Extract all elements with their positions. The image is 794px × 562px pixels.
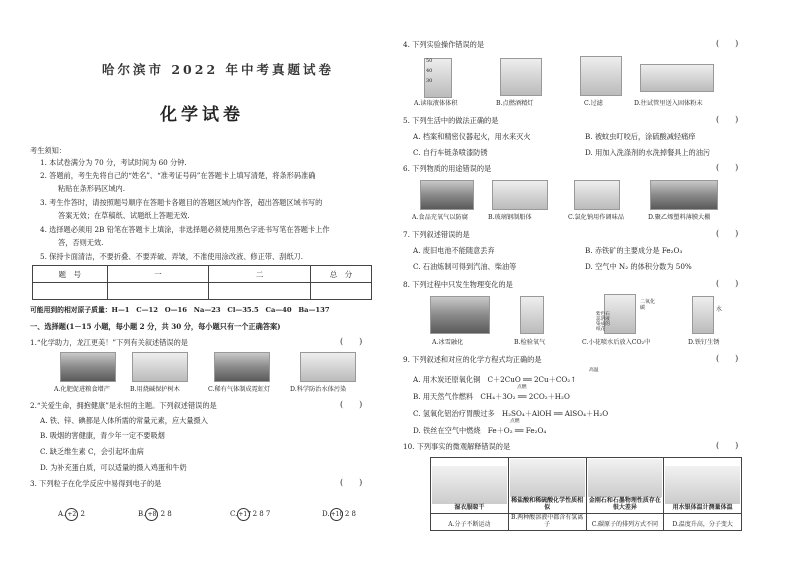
nail-tube-illustration xyxy=(692,296,714,334)
cylinder-tick: 50 xyxy=(426,58,433,64)
score-header: 题 号 xyxy=(33,266,108,283)
melting-ice-photo xyxy=(430,296,490,334)
water-photo xyxy=(300,352,356,382)
answer-paren: ( ) xyxy=(716,354,739,363)
notice-line: 2. 答题前，考生先将自己的“姓名”、“准考证号码”在答题卡上填写清楚，将条形码准确 xyxy=(40,171,316,180)
nucleus-icon: +2 xyxy=(65,508,78,521)
option-caption: B.用烧碱保护树木 xyxy=(130,386,180,393)
notice-line: 1. 本试卷满分为 70 分，考试时间为 60 分钟. xyxy=(40,158,187,167)
atom-diagram-a xyxy=(58,508,85,521)
question-6-stem: 6. 下列物质的用途错误的是 xyxy=(403,164,492,173)
water-label: 水 xyxy=(716,306,723,313)
explanation-cell xyxy=(664,513,742,530)
notice-line: 粘贴在条形码区域内. xyxy=(58,184,125,193)
score-cell xyxy=(310,283,371,300)
option-caption: C.稀有气体制成霓虹灯 xyxy=(208,386,271,393)
option-letter: B. xyxy=(138,510,146,518)
neon-photo xyxy=(214,352,270,382)
reaction-condition: 点燃 xyxy=(517,385,527,390)
question-5-stem: 5. 下列生活中的做法正确的是 xyxy=(403,116,499,125)
explanation-cell xyxy=(508,513,586,530)
section-heading: 一、选择题(1－15 小题，每小题 2 分，共 30 分，每小题只有一个正确答案) xyxy=(30,322,281,331)
option-caption: C.氯化钠用作调味品 xyxy=(568,214,624,221)
nucleus-icon: +8 xyxy=(145,508,158,521)
explanation-label: A.分子不断运动 xyxy=(448,520,491,528)
score-cell xyxy=(107,283,209,300)
notice-line: 答案无效；在草稿纸、试题纸上答题无效. xyxy=(58,211,190,220)
option-text: C. 缺乏维生素 C，会引起坏血病 xyxy=(40,447,144,456)
question-4-stem: 4. 下列实验操作错误的是 xyxy=(403,40,485,49)
option-text: C. 氢氧化铝治疗胃酸过多 H₂SO₄＋AlOH ══ AlSO₄＋H₂O xyxy=(413,409,609,418)
option-caption: A.冰雪融化 xyxy=(432,339,464,346)
diamond-graphite-illustration xyxy=(588,459,663,497)
tree-photo xyxy=(132,352,188,382)
option-text: D. 用加入洗涤剂的水洗掉餐具上的油污 xyxy=(585,148,711,157)
option-caption: D.科学防治水体污染 xyxy=(290,386,347,393)
fact-cell xyxy=(664,458,742,514)
option-caption: B.玻璃钢制船体 xyxy=(488,214,532,221)
score-header: 总 分 xyxy=(310,266,371,283)
exam-banner: 哈尔滨市 2022 年中考真题试卷 xyxy=(102,62,334,77)
answer-paren: ( ) xyxy=(716,279,739,288)
cylinder-tick: 30 xyxy=(426,78,433,84)
reaction-condition: 点燃 xyxy=(510,419,520,424)
question-2-stem: 2.“关爱生命，拥抱健康”是永恒的主题。下列叙述错误的是 xyxy=(30,401,217,410)
option-letter: A. xyxy=(58,510,66,518)
option-caption: D.聚乙烯塑料薄膜大棚 xyxy=(648,214,711,221)
option-text: C. 石油炼制可得到汽油、柴油等 xyxy=(413,262,517,271)
notice-line: 5. 保持卡面清洁，不要折叠、不要弄破、弄皱，不准使用涂改液、修正带、刮纸刀. xyxy=(40,252,303,261)
score-cell xyxy=(33,283,108,300)
greenhouse-photo xyxy=(650,180,718,210)
answer-paren: ( ) xyxy=(340,400,363,409)
question-7-stem: 7. 下列叙述错误的是 xyxy=(403,230,470,239)
gas-jar-illustration xyxy=(520,296,544,334)
option-caption: A.化肥促进粮食增产 xyxy=(54,386,110,393)
fact-label: 稀盐酸和稀硫酸化学性质相似 xyxy=(511,497,584,511)
atom-diagram-c xyxy=(230,508,270,521)
option-text: C. 自行车链条喷漆防锈 xyxy=(413,148,488,157)
fact-label: 金刚石和石墨物理性质存在很大差异 xyxy=(588,497,661,511)
subject-title: 化学试卷 xyxy=(160,105,244,125)
option-caption: B.检验氧气 xyxy=(514,339,546,346)
fact-cell xyxy=(508,458,586,514)
question-8-stem: 8. 下列过程中只发生物理变化的是 xyxy=(403,280,513,289)
fact-label: 用水银体温计测量体温 xyxy=(672,503,733,511)
option-text: A. 铁、锌、碘都是人体所需的常量元素，应大量摄入 xyxy=(40,416,208,425)
test-tube-illustration xyxy=(640,64,714,92)
score-table xyxy=(32,265,372,300)
option-letter: C. xyxy=(230,510,238,518)
nucleus-icon: +10 xyxy=(330,508,343,521)
option-text: B. 赤铁矿的主要成分是 Fe₂O₃ xyxy=(585,246,683,255)
score-cell xyxy=(209,283,311,300)
cylinder-tick: 40 xyxy=(426,68,433,74)
notice-line: 4. 选择题必须用 2B 铅笔在答题卡上填涂，非选择题必须使用黑色字迹书写笔在答题卡上作 xyxy=(40,225,330,234)
electron-shells: 2 xyxy=(80,510,85,518)
electron-shells: 2 8 xyxy=(344,510,356,518)
electron-shells: 2 8 7 xyxy=(252,510,271,518)
notice-title: 考生须知： xyxy=(30,146,66,155)
clothes-illustration xyxy=(432,466,507,504)
option-caption: C.小花喷水后放入CO₂中 xyxy=(582,339,651,346)
fact-label: 湿衣服晾干 xyxy=(454,503,485,511)
filtration-illustration xyxy=(580,56,622,96)
flower-label: 紫色石蕊溶液染成的纸花 xyxy=(596,312,610,333)
option-caption: B.点燃酒精灯 xyxy=(496,100,534,107)
thermometer-illustration xyxy=(665,466,740,504)
answer-paren: ( ) xyxy=(716,115,739,124)
food-package-photo xyxy=(420,180,474,210)
option-text: A. 档案和精密仪器起火，用水来灭火 xyxy=(413,132,531,141)
option-text: B. 用天然气作燃料 CH₄＋3O₂ ══ 2CO₂＋H₂O xyxy=(413,392,570,401)
atomic-masses: 可能用到的相对原子质量：H—1 C—12 O—16 Na—23 Cl—35.5 Ca—40 Ba—137 xyxy=(30,306,330,314)
answer-paren: ( ) xyxy=(340,337,363,346)
electron-shells: 2 8 xyxy=(160,510,172,518)
reaction-condition: 高温 xyxy=(589,368,599,373)
option-caption: C.过滤 xyxy=(584,100,603,107)
nucleus-icon: +17 xyxy=(237,508,250,521)
answer-paren: ( ) xyxy=(716,163,739,172)
option-caption: A.读取液体体积 xyxy=(414,100,458,107)
answer-paren: ( ) xyxy=(716,441,739,450)
question-9-stem: 9. 下列叙述和对应的化学方程式均正确的是 xyxy=(403,355,542,364)
explanation-label: B.两种酸溶液中都含有氢离子 xyxy=(510,513,584,528)
atom-diagram-b xyxy=(138,508,172,521)
fact-cell xyxy=(586,458,664,514)
explanation-label: D.温度升高，分子变大 xyxy=(672,520,733,528)
notice-line: 3. 考生作答时，请按照题号顺序在答题卡各题目的答题区域内作答，超出答题区域书写的 xyxy=(40,198,323,207)
q10-table xyxy=(430,457,742,531)
option-text: B. 被蚊虫叮咬后，涂硫酸减轻痛痒 xyxy=(585,132,696,141)
co2-label: 二氧化碳 xyxy=(640,299,656,311)
explanation-cell xyxy=(586,513,664,530)
option-text: A. 用木炭还原氧化铜 C＋2CuO ══ 2Cu＋CO₂↑ xyxy=(413,375,577,384)
option-text: B. 吸烟的害健康，青少年一定不要吸烟 xyxy=(40,431,165,440)
question-10-stem: 10. 下列事实的微观解释错误的是 xyxy=(403,442,511,451)
question-3-stem: 3. 下列粒子在化学反应中易得到电子的是 xyxy=(30,479,162,488)
farm-photo xyxy=(60,352,116,382)
answer-paren: ( ) xyxy=(340,478,363,487)
option-text: D. 为补充蛋白质，可以适量的摄入鸡蛋和牛奶 xyxy=(40,463,187,472)
answer-paren: ( ) xyxy=(716,39,739,48)
option-text: A. 废旧电池不能随意丢弃 xyxy=(413,246,495,255)
option-caption: D.铁钉生锈 xyxy=(688,339,720,346)
acid-illustration xyxy=(510,459,585,497)
option-caption: D.往试管里送入固体粉末 xyxy=(634,100,703,107)
question-1-stem: 1.“化学助力，龙江更美！”下列有关叙述错误的是 xyxy=(30,338,188,347)
score-header: 一 xyxy=(107,266,209,283)
option-text: D. 铁丝在空气中燃烧 Fe＋O₂ ══ Fe₂O₄ xyxy=(413,426,547,435)
alcohol-lamp-illustration xyxy=(500,58,542,96)
option-text: D. 空气中 N₂ 的体积分数为 50% xyxy=(585,262,692,271)
fact-cell xyxy=(431,458,509,514)
notice-line: 答，否则无效. xyxy=(58,238,104,247)
explanation-cell xyxy=(431,513,509,530)
score-header: 二 xyxy=(209,266,311,283)
answer-paren: ( ) xyxy=(716,229,739,238)
option-caption: A.食品充氧气以防腐 xyxy=(412,214,468,221)
boat-photo xyxy=(492,180,548,210)
option-letter: D. xyxy=(322,510,330,518)
explanation-label: C.碳原子的排列方式不同 xyxy=(591,520,659,528)
salt-photo xyxy=(574,180,620,210)
atom-diagram-d xyxy=(322,508,356,521)
